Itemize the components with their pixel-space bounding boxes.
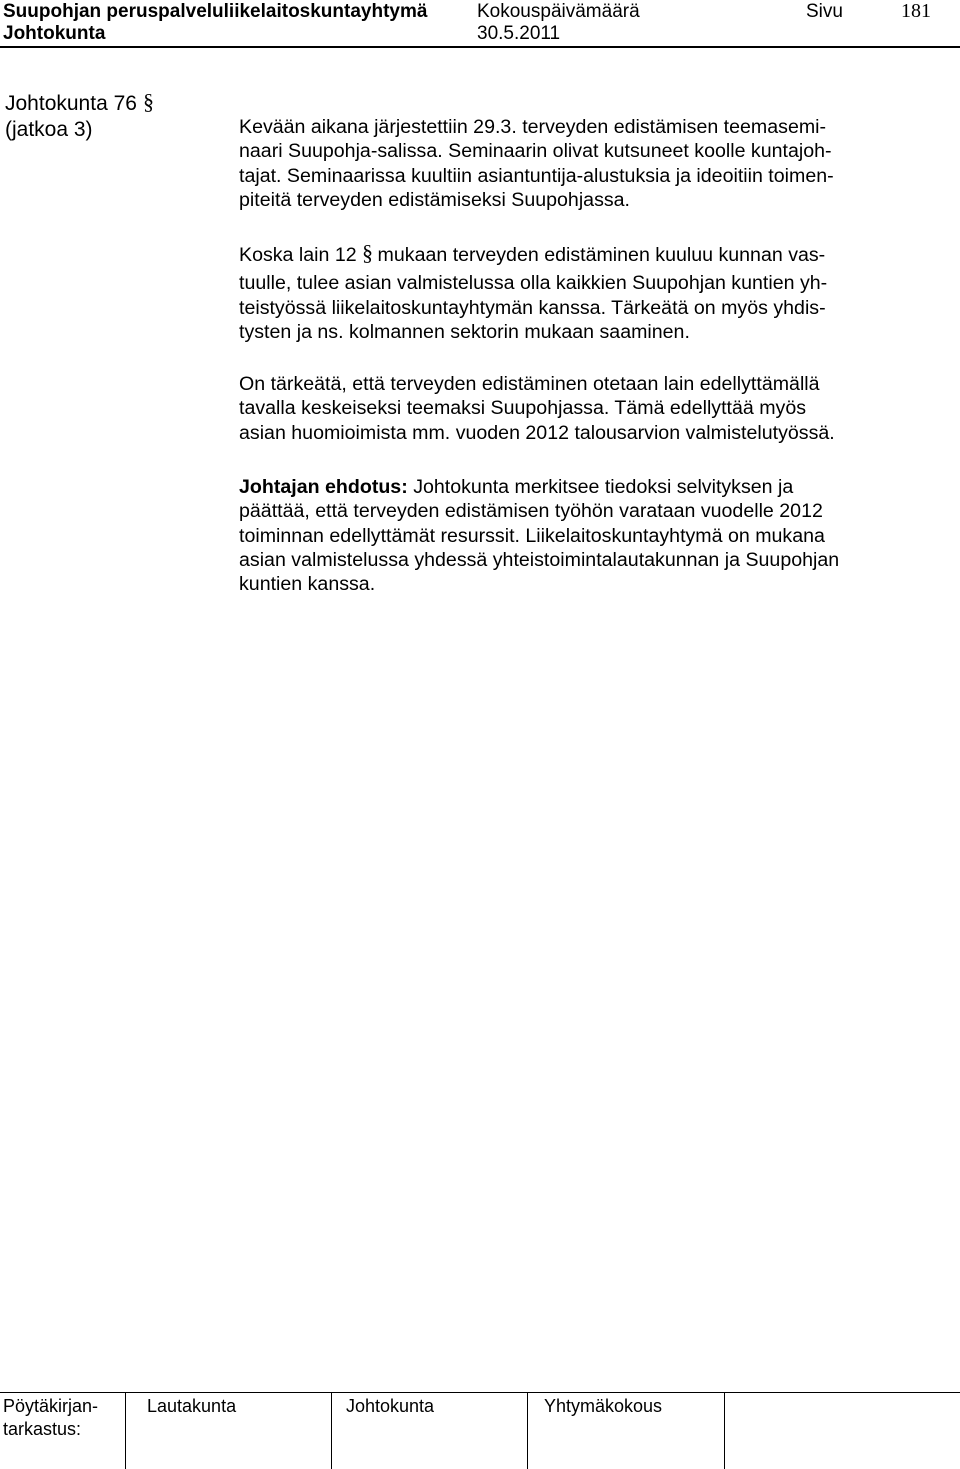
paragraph-line: piteitä terveyden edistämiseksi Suupohjassa. xyxy=(239,188,631,211)
header-date-label: Kokouspäivämäärä xyxy=(477,1,640,22)
paragraph-line xyxy=(239,475,929,499)
paragraph-3 xyxy=(239,372,929,445)
header-organization: Suupohjan peruspalveluliikelaitoskuntayhtymä xyxy=(3,1,428,22)
footer-rule xyxy=(0,1392,960,1393)
footer-divider xyxy=(125,1393,126,1469)
footer-board-label: Lautakunta xyxy=(147,1396,237,1416)
paragraph-line: kuntien kanssa. xyxy=(239,573,376,596)
section-title-text: Johtokunta 76 xyxy=(5,92,137,115)
paragraph-line: tavalla keskeiseksi teemaksi Suupohjassa. Tämä edellyttää myös xyxy=(239,397,807,420)
section-continuation: (jatkoa 3) xyxy=(5,118,93,141)
footer-divider xyxy=(724,1393,725,1469)
paragraph-line: naari Suupohja-salissa. Seminaarin olivat kutsuneet koolle kuntajoh- xyxy=(239,140,832,163)
header-date: 30.5.2011 xyxy=(477,23,561,44)
paragraph-line: Kevään aikana järjestettiin 29.3. terveyden edistämisen teemasemi- xyxy=(239,116,827,138)
paragraph-2 xyxy=(239,243,929,344)
section-sign-icon xyxy=(143,92,153,121)
svg-text:§: § xyxy=(362,243,373,265)
header-page-label: Sivu xyxy=(806,1,843,22)
paragraph-1 xyxy=(239,115,929,212)
paragraph-line: päättää, että terveyden edistämisen työhön varataan vuodelle 2012 xyxy=(239,500,823,523)
paragraph-text: Johtokunta merkitsee tiedoksi selvityksen ja xyxy=(413,476,794,498)
footer-review-label: tarkastus: xyxy=(3,1419,82,1439)
paragraph-line: asian huomioimista mm. vuoden 2012 talousarvion valmistelutyössä. xyxy=(239,421,835,444)
paragraph-line xyxy=(239,243,929,271)
footer-divider xyxy=(331,1393,332,1469)
svg-text:§: § xyxy=(142,92,153,114)
header-rule xyxy=(0,46,960,48)
paragraph-line: tuulle, tulee asian valmistelussa olla kaikkien Suupohjan kuntien yh- xyxy=(239,272,828,295)
paragraph-text: Koska lain 12 xyxy=(239,244,357,266)
footer-divider xyxy=(527,1393,528,1469)
footer-review-label: Pöytäkirjan- xyxy=(3,1396,99,1416)
paragraph-line: asian valmistelussa yhdessä yhteistoimintalautakunnan ja Suupohjan xyxy=(239,548,840,571)
paragraph-line: tajat. Seminaarissa kuultiin asiantuntija-alustuksia ja ideoitiin toimen- xyxy=(239,164,834,187)
paragraph-line: tysten ja ns. kolmannen sektorin mukaan saaminen. xyxy=(239,320,690,343)
paragraph-4 xyxy=(239,475,929,596)
footer-assembly-label: Yhtymäkokous xyxy=(544,1396,663,1416)
header-page-number: 181 xyxy=(901,0,931,22)
paragraph-line: On tärkeätä, että terveyden edistäminen otetaan lain edellyttämällä xyxy=(239,373,820,395)
footer-executive-label: Johtokunta xyxy=(346,1396,435,1416)
section-sign-icon xyxy=(362,243,372,271)
paragraph-line: teistyössä liikelaitoskuntayhtymän kanssa. Tärkeätä on myös yhdis- xyxy=(239,296,826,319)
paragraph-text: mukaan terveyden edistäminen kuuluu kunnan vas- xyxy=(377,244,826,266)
proposal-label: Johtajan ehdotus: xyxy=(239,476,408,498)
paragraph-line: toiminnan edellyttämät resurssit. Liikelaitoskuntayhtymä on mukana xyxy=(239,524,825,547)
header-body-name: Johtokunta xyxy=(3,23,106,44)
